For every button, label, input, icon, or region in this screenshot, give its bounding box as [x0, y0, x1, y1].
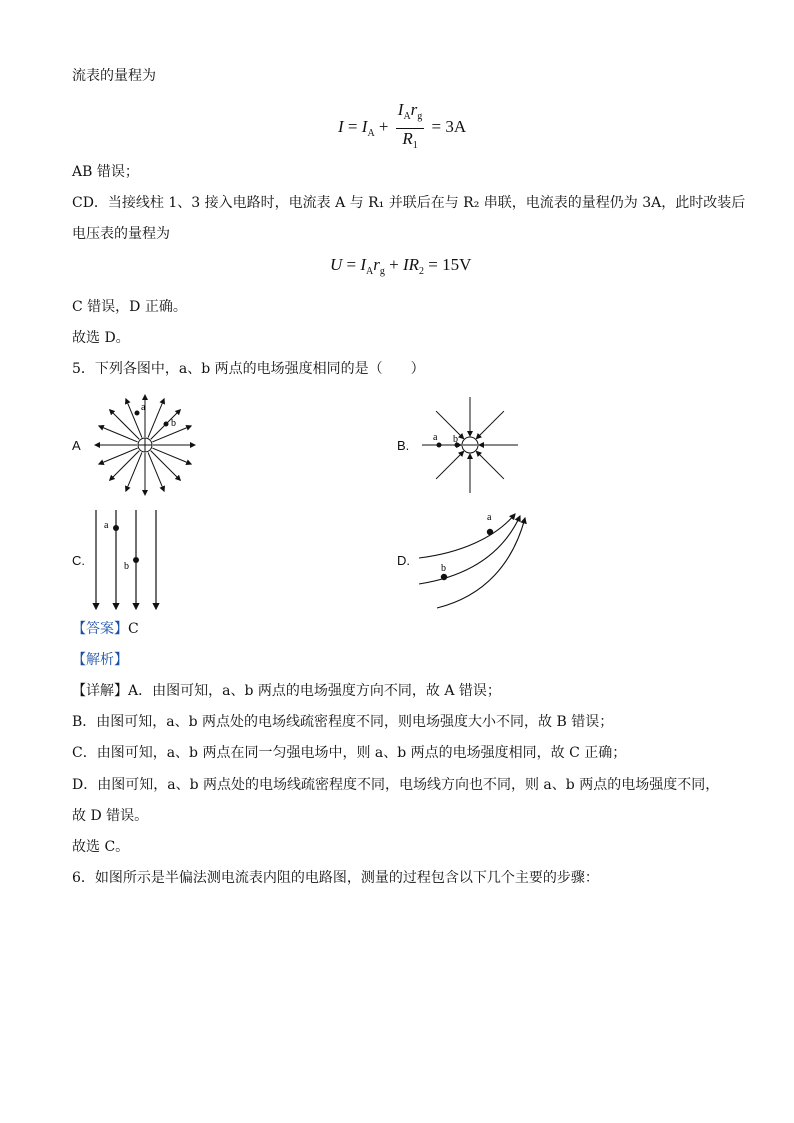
- text-line: 故选 D。: [72, 330, 130, 346]
- point-a-label: a: [141, 402, 146, 413]
- figure-b-inward-field: [410, 400, 530, 490]
- point-b-label: b: [171, 418, 176, 429]
- option-c-label: C.: [72, 553, 85, 568]
- figure-d-curved-field: [415, 508, 535, 613]
- detail-a: A．由图可知，a、b 两点的电场强度方向不同，故 A 错误；: [128, 683, 501, 699]
- answer-tag: 【答案】: [72, 621, 128, 637]
- option-a-label: A: [72, 438, 81, 453]
- detail-c: C．由图可知，a、b 两点在同一匀强电场中，则 a、b 两点的电场强度相同，故 C 正确；: [72, 745, 627, 761]
- field-line: [436, 451, 464, 479]
- field-line: [148, 399, 164, 438]
- field-line: [110, 451, 140, 481]
- point-b-label: b: [124, 561, 129, 572]
- text-line: 流表的量程为: [72, 68, 156, 84]
- detail-tag: 【详解】: [72, 683, 128, 699]
- question-5: 5．下列各图中，a、b 两点的电场强度相同的是（ ）: [72, 361, 425, 377]
- equation-current-range: $I = I_A$ + $\frac{I_Ar_g}{R_1}$ = 3A: [338, 100, 466, 156]
- figure-c-uniform-field: [90, 508, 170, 613]
- detail-b: B．由图可知，a、b 两点处的电场线疏密程度不同，则电场强度大小不同，故 B 错误；: [72, 714, 614, 730]
- field-line: [151, 451, 181, 481]
- answer-line: [72, 619, 139, 639]
- field-line: [436, 411, 464, 439]
- field-line: [152, 448, 191, 464]
- analysis-tag: 【解析】: [72, 652, 128, 668]
- detail-d: D．由图可知，a、b 两点处的电场线疏密程度不同，电场线方向也不同，则 a、b 两点的电场强度不同，: [72, 777, 720, 793]
- detail-d-cont: 故 D 错误。: [72, 808, 149, 824]
- detail-line: [72, 681, 501, 701]
- text-line: CD．当接线柱 1、3 接入电路时，电流表 A 与 R₁ 并联后在与 R₂ 串联，电流表的量程仍为 3A，此时改装后: [72, 195, 746, 211]
- field-line: [126, 399, 142, 438]
- field-line: [476, 411, 504, 439]
- equation-voltage-range: $U = I_Ar_g + IR_2 = 15V$: [330, 255, 472, 277]
- text-line: 电压表的量程为: [72, 226, 170, 242]
- field-line: [99, 448, 138, 464]
- answer-value: C: [128, 621, 139, 637]
- conclusion: 故选 C。: [72, 839, 130, 855]
- point-a-label: a: [487, 512, 492, 523]
- question-6: 6．如图所示是半偏法测电流表内阻的电路图，测量的过程包含以下几个主要的步骤：: [72, 870, 599, 886]
- text-line: C 错误，D 正确。: [72, 299, 187, 315]
- point-a-label: a: [104, 520, 109, 531]
- figure-a-radial-field: [85, 395, 205, 495]
- field-line: [476, 451, 504, 479]
- point-b-label: b: [453, 434, 458, 445]
- point-a-label: a: [433, 432, 438, 443]
- fraction: $\frac{I_Ar_g}{R_1}$: [397, 100, 423, 151]
- option-d-label: D.: [397, 553, 410, 568]
- field-line: [148, 452, 164, 491]
- point-b-label: b: [441, 563, 446, 574]
- option-b-label: B.: [397, 438, 410, 453]
- field-line: [99, 426, 138, 442]
- field-line: [126, 452, 142, 491]
- text-line: AB 错误；: [72, 164, 139, 180]
